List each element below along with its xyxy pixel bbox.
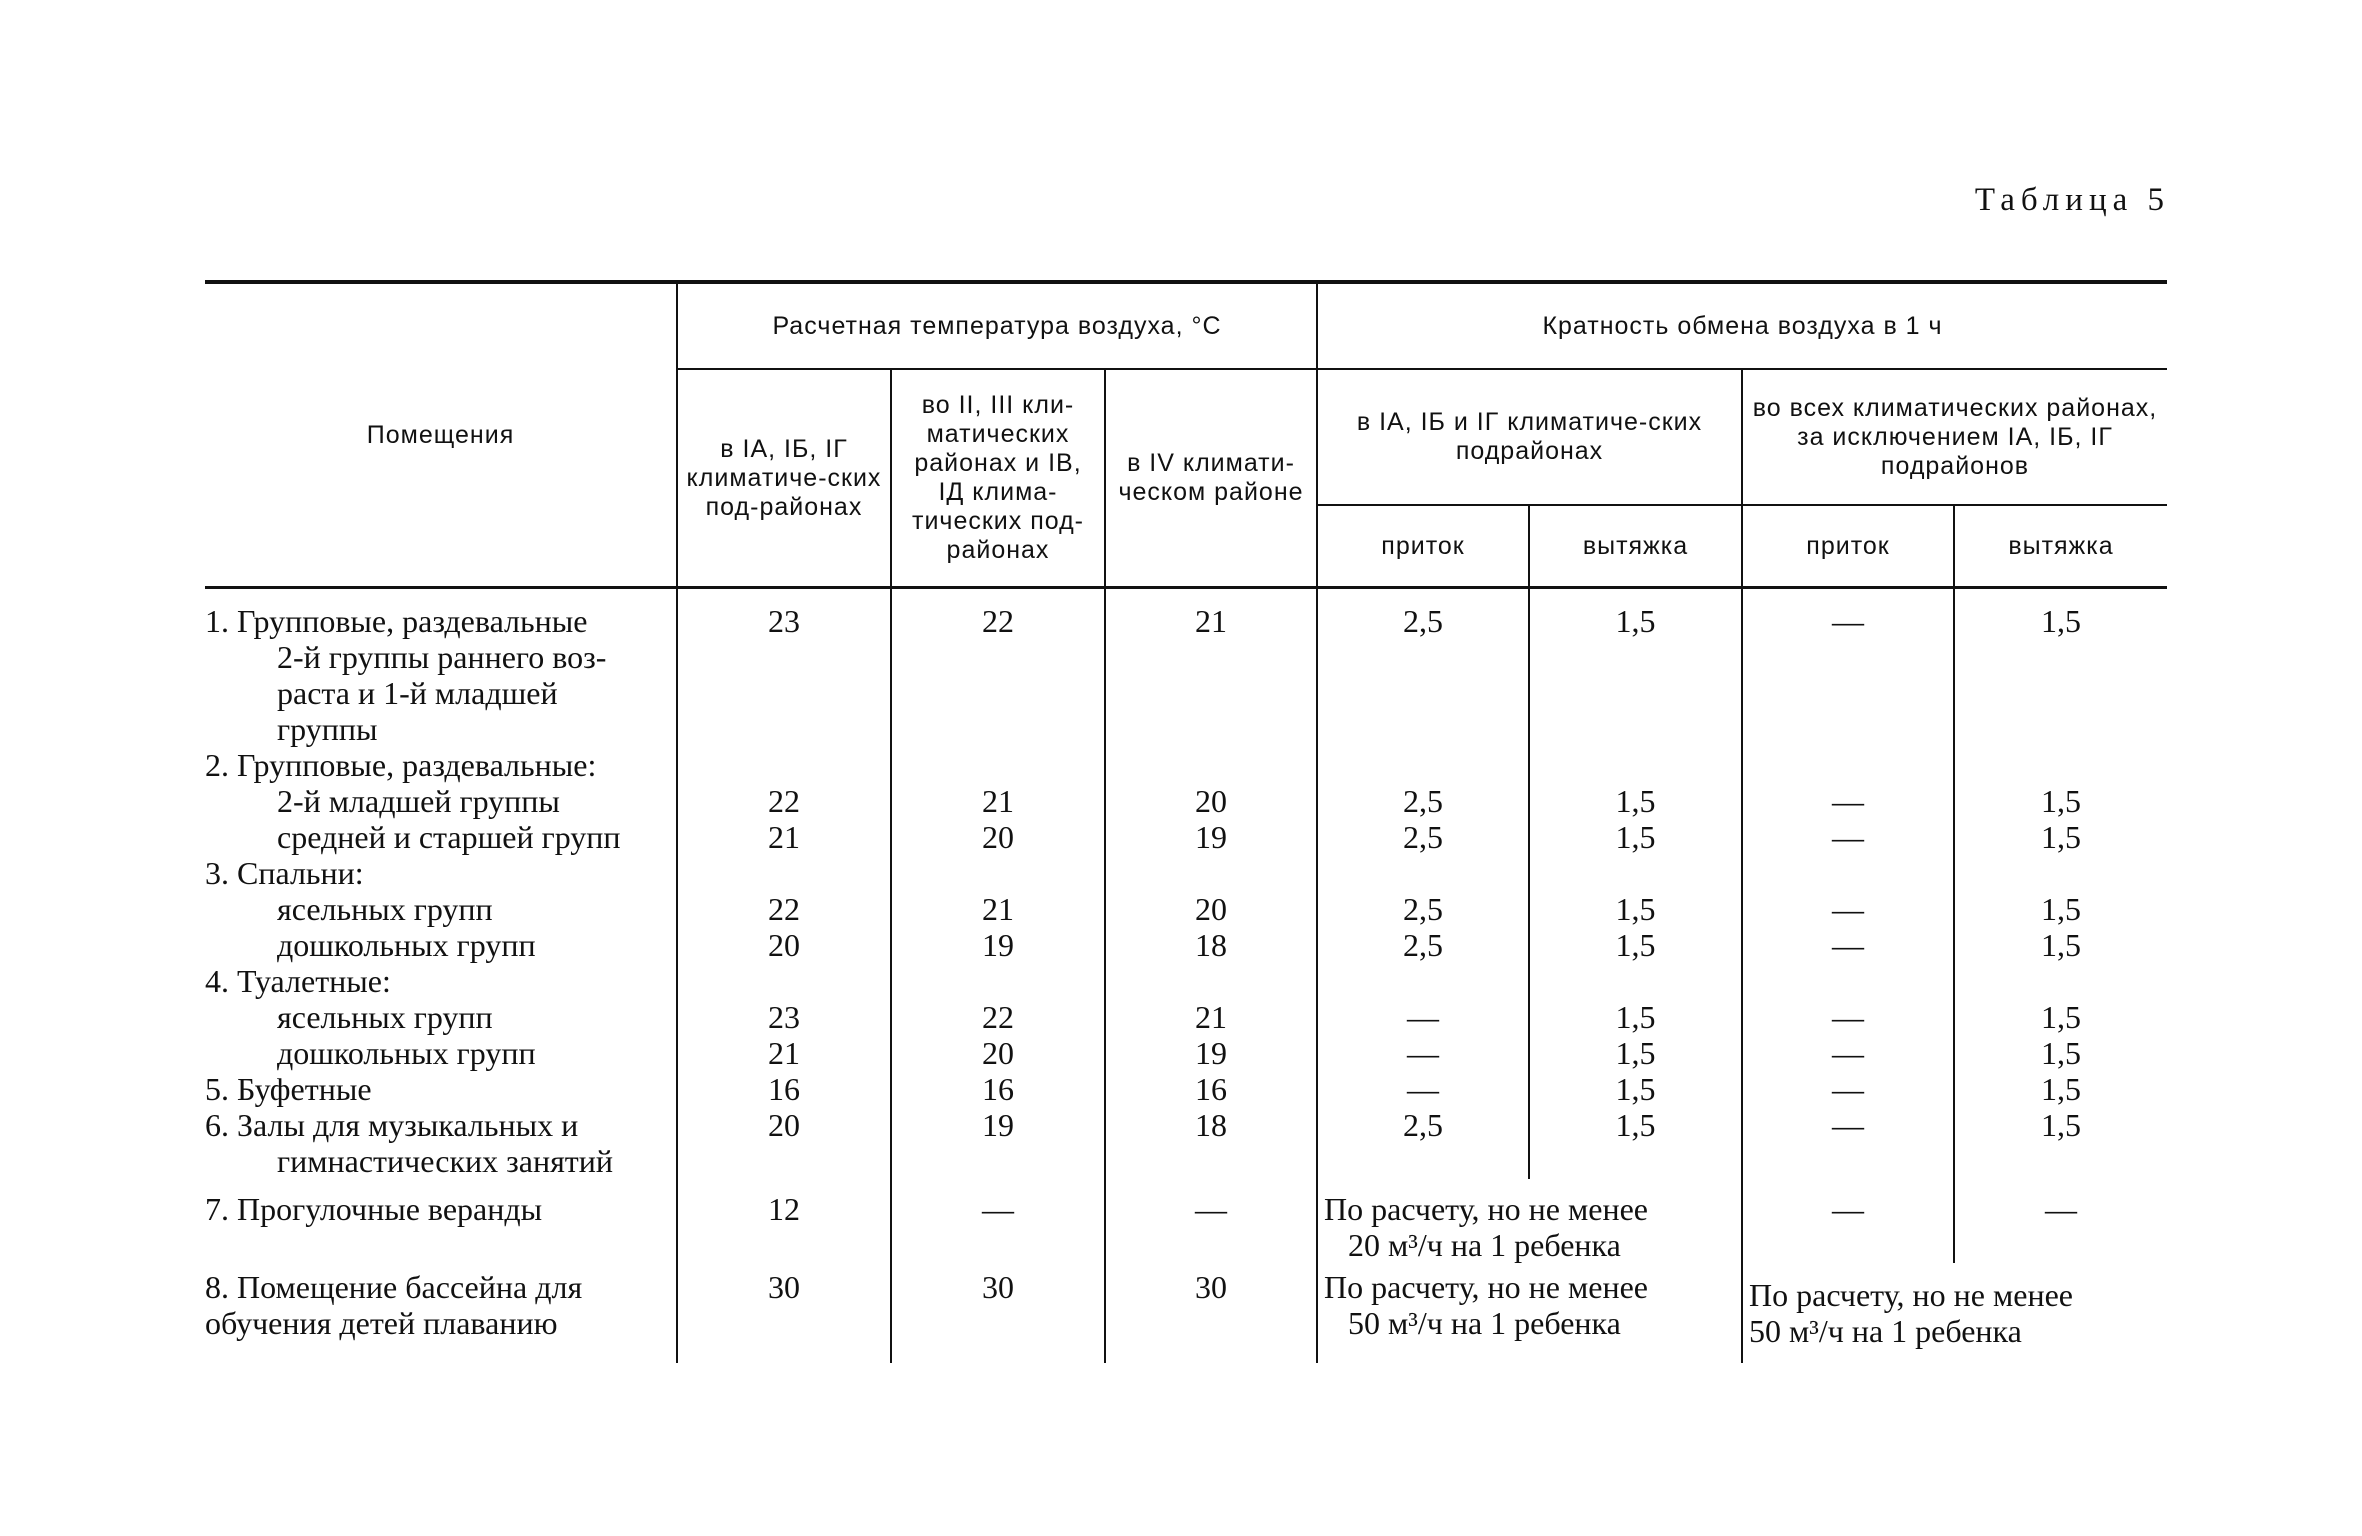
cell-b-out: 1,5 — [1954, 1071, 2167, 1107]
room-label — [205, 1107, 677, 1179]
room-label-line: ясельных групп — [277, 891, 493, 927]
cell-t3: 21 — [1105, 999, 1317, 1035]
room-label-line: 2. Групповые, раздевальные: — [205, 747, 597, 783]
cell-b-in: — — [1742, 1107, 1954, 1179]
cell-b-in — [1742, 963, 1954, 999]
cell-a-out: 1,5 — [1529, 1035, 1742, 1071]
cell-t2: 16 — [891, 1071, 1105, 1107]
cell-b-out: 1,5 — [1954, 819, 2167, 855]
cell-t2: 30 — [891, 1263, 1105, 1363]
note-line: 20 м³/ч на 1 ребенка — [1348, 1227, 1621, 1263]
cell-a-out: 1,5 — [1529, 783, 1742, 819]
cell-t1 — [677, 747, 891, 783]
cell-t1: 20 — [677, 927, 891, 963]
note-line: 50 м³/ч на 1 ребенка — [1749, 1313, 2022, 1349]
cell-a-in: 2,5 — [1317, 891, 1529, 927]
note-line: По расчету, но не менее — [1324, 1191, 1648, 1227]
cell-t3: 20 — [1105, 891, 1317, 927]
cell-b-in: — — [1742, 783, 1954, 819]
cell-t3: 21 — [1105, 588, 1317, 748]
room-label-line: обучения детей плаванию — [205, 1305, 558, 1341]
cell-t1 — [677, 855, 891, 891]
header-temperature-group: Расчетная температура воздуха, °C — [677, 282, 1317, 369]
room-label — [205, 1035, 677, 1071]
cell-a-out: 1,5 — [1529, 927, 1742, 963]
cell-t3 — [1105, 963, 1317, 999]
cell-b-in: — — [1742, 891, 1954, 927]
cell-b-out — [1954, 855, 2167, 891]
table-caption: Таблица 5 — [1974, 182, 2170, 218]
room-label-line: 6. Залы для музыкальных и — [205, 1107, 579, 1143]
cell-b-note — [1742, 1263, 2167, 1363]
cell-b-out: 1,5 — [1954, 783, 2167, 819]
header-exchange-other: во всех климатических районах, за исключением IА, IБ, IГ подрайонов — [1742, 369, 2167, 505]
cell-b-in: — — [1742, 588, 1954, 748]
room-label-line: 1. Групповые, раздевальные — [205, 603, 588, 639]
cell-b-out: 1,5 — [1954, 1107, 2167, 1179]
cell-t2: 19 — [891, 1107, 1105, 1179]
cell-b-out: 1,5 — [1954, 891, 2167, 927]
cell-t3: 18 — [1105, 1107, 1317, 1179]
room-label-line: дошкольных групп — [277, 927, 536, 963]
room-label — [205, 819, 677, 855]
cell-t1: 12 — [677, 1179, 891, 1263]
cell-b-out: 1,5 — [1954, 927, 2167, 963]
cell-t2: 19 — [891, 927, 1105, 963]
cell-a-out — [1529, 747, 1742, 783]
header-inflow-a: приток — [1317, 505, 1529, 588]
cell-a-in — [1317, 963, 1529, 999]
cell-t1: 21 — [677, 819, 891, 855]
header-exhaust-b: вытяжка — [1954, 505, 2167, 588]
room-label — [205, 855, 677, 891]
cell-b-in: — — [1742, 927, 1954, 963]
cell-t3: 30 — [1105, 1263, 1317, 1363]
cell-t1: 23 — [677, 999, 891, 1035]
cell-a-in: — — [1317, 1035, 1529, 1071]
cell-t2 — [891, 747, 1105, 783]
header-rooms: Помещения — [205, 282, 677, 588]
cell-t3: 16 — [1105, 1071, 1317, 1107]
table-row — [205, 1179, 2167, 1263]
table-row — [205, 747, 2167, 783]
room-label-line: гимнастических занятий — [277, 1143, 614, 1179]
cell-b-in: — — [1742, 1071, 1954, 1107]
room-label-line: 4. Туалетные: — [205, 963, 391, 999]
cell-t3: 20 — [1105, 783, 1317, 819]
cell-a-out: 1,5 — [1529, 999, 1742, 1035]
room-label-line: 5. Буфетные — [205, 1071, 372, 1107]
cell-a-in: 2,5 — [1317, 783, 1529, 819]
cell-a-in — [1317, 855, 1529, 891]
cell-b-in: — — [1742, 999, 1954, 1035]
cell-a-out — [1529, 855, 1742, 891]
header-air-exchange-group: Кратность обмена воздуха в 1 ч — [1317, 282, 2167, 369]
room-label — [205, 891, 677, 927]
room-label-line: 2-й младшей группы — [277, 783, 560, 819]
ventilation-table — [205, 280, 2167, 1363]
cell-t2: 22 — [891, 999, 1105, 1035]
room-label — [205, 783, 677, 819]
cell-t1: 30 — [677, 1263, 891, 1363]
cell-t1: 22 — [677, 783, 891, 819]
cell-a-in: — — [1317, 999, 1529, 1035]
table-row — [205, 1035, 2167, 1071]
cell-t1 — [677, 963, 891, 999]
cell-t2 — [891, 855, 1105, 891]
header-temp-iv: в IV климати-ческом районе — [1105, 369, 1317, 588]
table-row — [205, 1263, 2167, 1363]
room-label — [205, 1071, 677, 1107]
cell-t2: 21 — [891, 783, 1105, 819]
header-exchange-ia-ib-ig: в IА, IБ и IГ климатиче-ских подрайонах — [1317, 369, 1742, 505]
room-label-line: группы — [277, 711, 378, 747]
room-label — [205, 588, 677, 748]
header-temp-ia-ib-ig: в IА, IБ, IГ климатиче-ских под-районах — [677, 369, 891, 588]
table-row — [205, 588, 2167, 748]
table-row — [205, 927, 2167, 963]
cell-a-in: — — [1317, 1071, 1529, 1107]
table-row — [205, 891, 2167, 927]
cell-t2: 22 — [891, 588, 1105, 748]
cell-t1: 21 — [677, 1035, 891, 1071]
cell-t2: 20 — [891, 819, 1105, 855]
room-label-line: 3. Спальни: — [205, 855, 364, 891]
cell-a-out — [1529, 963, 1742, 999]
table-row — [205, 963, 2167, 999]
cell-a-out: 1,5 — [1529, 891, 1742, 927]
cell-t3 — [1105, 855, 1317, 891]
cell-b-out: 1,5 — [1954, 588, 2167, 748]
cell-b-out — [1954, 963, 2167, 999]
room-label — [205, 999, 677, 1035]
note-line: 50 м³/ч на 1 ребенка — [1348, 1305, 1621, 1341]
table-row — [205, 819, 2167, 855]
cell-a-in: 2,5 — [1317, 588, 1529, 748]
cell-a-note — [1317, 1263, 1742, 1363]
room-label-line: 2-й группы раннего воз- — [277, 639, 607, 675]
header-temp-ii-iii: во II, III кли-матических районах и IВ, IД клима-тических под-районах — [891, 369, 1105, 588]
note-line: По расчету, но не менее — [1749, 1277, 2073, 1313]
cell-b-in: — — [1742, 1179, 1954, 1263]
cell-t2: 20 — [891, 1035, 1105, 1071]
cell-a-note — [1317, 1179, 1742, 1263]
table-row — [205, 999, 2167, 1035]
cell-a-in: 2,5 — [1317, 1107, 1529, 1179]
cell-t2: 21 — [891, 891, 1105, 927]
cell-b-in: — — [1742, 1035, 1954, 1071]
cell-b-in: — — [1742, 819, 1954, 855]
table-row — [205, 1107, 2167, 1179]
cell-t2 — [891, 963, 1105, 999]
table-row — [205, 855, 2167, 891]
room-label — [205, 1179, 677, 1263]
room-label-line: раста и 1-й младшей — [277, 675, 558, 711]
cell-t3: 18 — [1105, 927, 1317, 963]
cell-b-out: 1,5 — [1954, 1035, 2167, 1071]
cell-t3: — — [1105, 1179, 1317, 1263]
cell-b-in — [1742, 855, 1954, 891]
cell-a-out: 1,5 — [1529, 588, 1742, 748]
cell-b-out: 1,5 — [1954, 999, 2167, 1035]
cell-b-in — [1742, 747, 1954, 783]
note-line: По расчету, но не менее — [1324, 1269, 1648, 1305]
cell-t3 — [1105, 747, 1317, 783]
cell-b-out — [1954, 747, 2167, 783]
cell-a-in: 2,5 — [1317, 927, 1529, 963]
cell-t2: — — [891, 1179, 1105, 1263]
cell-a-out: 1,5 — [1529, 1107, 1742, 1179]
room-label-line: средней и старшей групп — [277, 819, 621, 855]
header-exhaust-a: вытяжка — [1529, 505, 1742, 588]
room-label-line: 8. Помещение бассейна для — [205, 1269, 583, 1305]
cell-a-in — [1317, 747, 1529, 783]
header-inflow-b: приток — [1742, 505, 1954, 588]
cell-a-out: 1,5 — [1529, 819, 1742, 855]
room-label — [205, 963, 677, 999]
room-label-line: дошкольных групп — [277, 1035, 536, 1071]
room-label-line: ясельных групп — [277, 999, 493, 1035]
cell-a-in: 2,5 — [1317, 819, 1529, 855]
cell-t1: 20 — [677, 1107, 891, 1179]
room-label — [205, 1263, 677, 1363]
cell-t1: 22 — [677, 891, 891, 927]
room-label-line: 7. Прогулочные веранды — [205, 1191, 543, 1227]
cell-a-out: 1,5 — [1529, 1071, 1742, 1107]
cell-t1: 23 — [677, 588, 891, 748]
cell-t1: 16 — [677, 1071, 891, 1107]
cell-b-out: — — [1954, 1179, 2167, 1263]
cell-t3: 19 — [1105, 819, 1317, 855]
room-label — [205, 927, 677, 963]
cell-t3: 19 — [1105, 1035, 1317, 1071]
room-label — [205, 747, 677, 783]
table-row — [205, 1071, 2167, 1107]
table-row — [205, 783, 2167, 819]
